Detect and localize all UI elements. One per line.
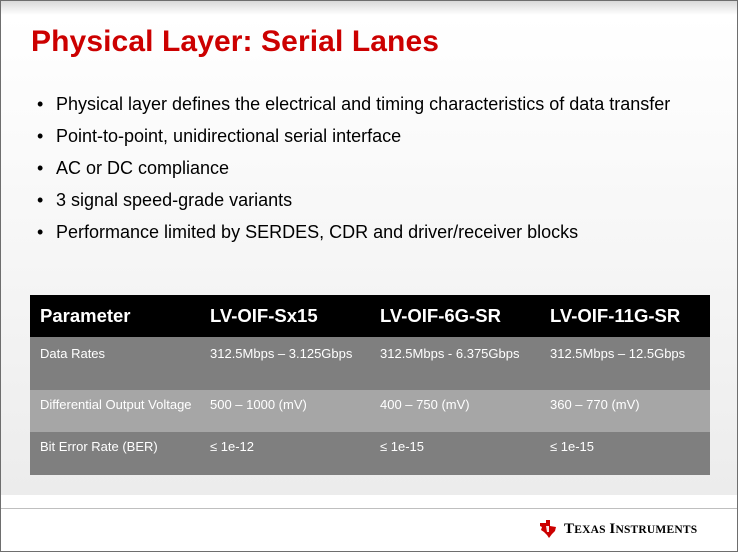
- table-cell: 360 – 770 (mV): [540, 390, 710, 432]
- bullet-marker: •: [37, 158, 44, 178]
- table-cell: ≤ 1e-12: [200, 432, 370, 475]
- bullet-text: AC or DC compliance: [56, 158, 230, 178]
- column-header-lv-oif-6g-sr: LV-OIF-6G-SR: [370, 295, 540, 337]
- bullet-item: [37, 125, 697, 148]
- table-cell: 312.5Mbps - 6.375Gbps: [370, 337, 540, 390]
- bullet-text: Point-to-point, unidirectional serial interface: [56, 126, 402, 146]
- bullet-list: [37, 93, 697, 253]
- table-cell: 312.5Mbps – 3.125Gbps: [200, 337, 370, 390]
- logo-text: TEXAS INSTRUMENTS: [564, 520, 698, 537]
- bullet-marker: •: [37, 126, 44, 146]
- bullet-item: [37, 93, 697, 116]
- bullet-text: Performance limited by SERDES, CDR and driver/receiver blocks: [56, 222, 579, 242]
- column-header-lv-oif-11g-sr: LV-OIF-11G-SR: [540, 295, 710, 337]
- row-label: Bit Error Rate (BER): [30, 432, 200, 475]
- table-cell: ≤ 1e-15: [540, 432, 710, 475]
- table-row: [30, 390, 710, 432]
- table-cell: 312.5Mbps – 12.5Gbps: [540, 337, 710, 390]
- table-cell: 400 – 750 (mV): [370, 390, 540, 432]
- column-header-parameter: Parameter: [30, 295, 200, 337]
- row-label: Differential Output Voltage: [30, 390, 200, 432]
- table-row: [30, 337, 710, 390]
- bullet-item: [37, 221, 697, 244]
- column-header-lv-oif-sx15: LV-OIF-Sx15: [200, 295, 370, 337]
- row-label: Data Rates: [30, 337, 200, 390]
- bullet-marker: •: [37, 190, 44, 210]
- parameter-table: [30, 295, 710, 475]
- company-logo: [538, 515, 697, 543]
- top-strip: [1, 1, 737, 15]
- bullet-item: [37, 189, 697, 212]
- bullet-item: [37, 157, 697, 180]
- bullet-marker: •: [37, 94, 44, 114]
- table-header-row: [30, 295, 710, 337]
- texas-instruments-state-logo-icon: [538, 519, 558, 539]
- bullet-text: Physical layer defines the electrical and timing characteristics of data transfer: [56, 94, 671, 114]
- table-row: [30, 432, 710, 475]
- bullet-marker: •: [37, 222, 44, 242]
- bullet-text: 3 signal speed-grade variants: [56, 190, 293, 210]
- table-cell: 500 – 1000 (mV): [200, 390, 370, 432]
- table-cell: ≤ 1e-15: [370, 432, 540, 475]
- slide-title: Physical Layer: Serial Lanes: [31, 25, 440, 58]
